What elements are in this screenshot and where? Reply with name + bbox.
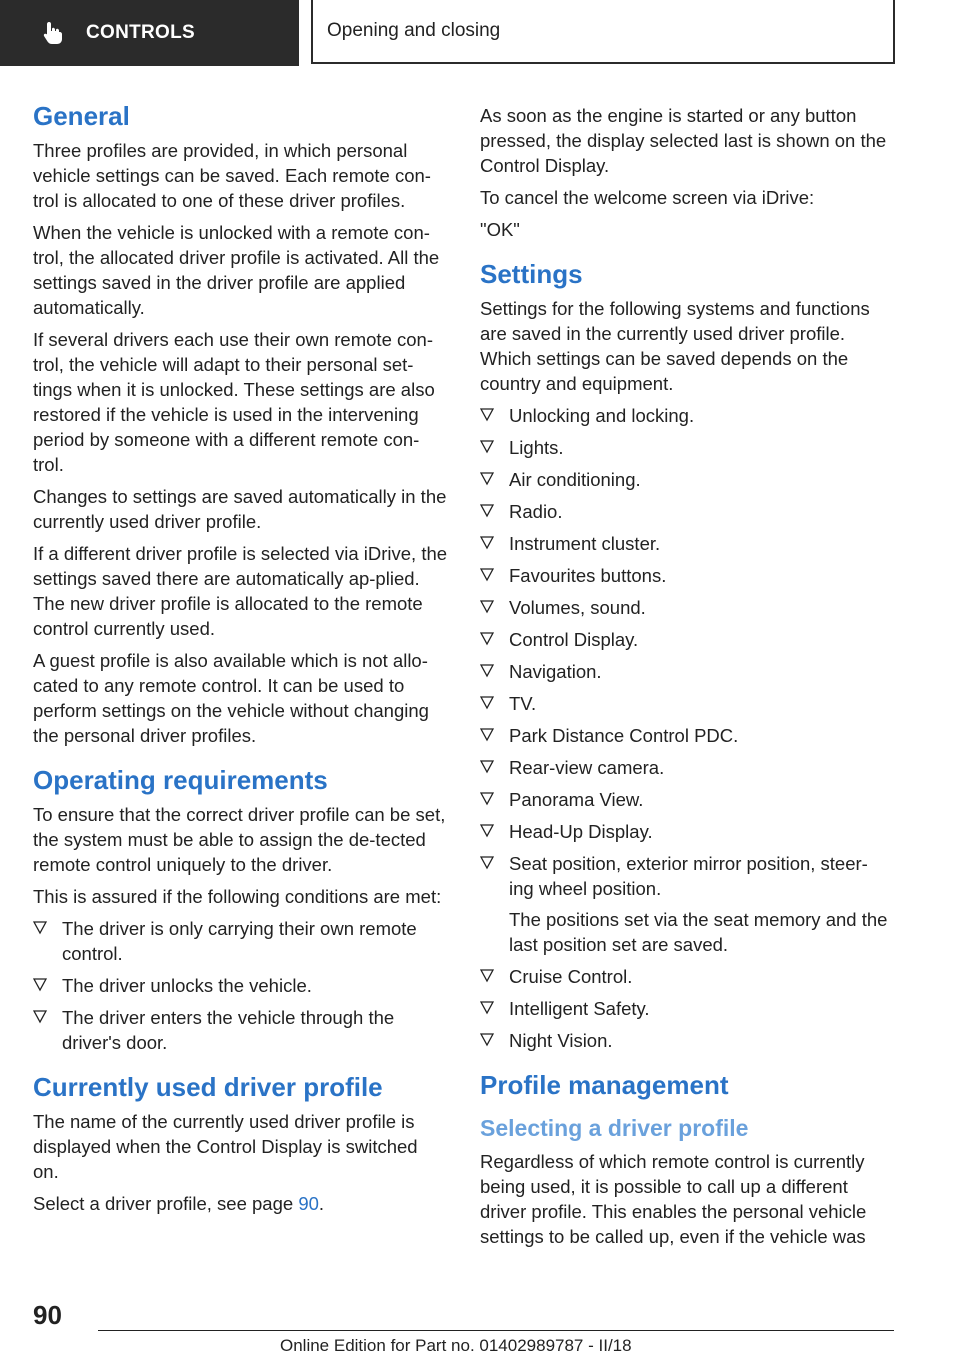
triangle-bullet-icon [480, 563, 494, 588]
settings-section [480, 258, 890, 1053]
list-item [480, 403, 890, 428]
list-item [480, 531, 890, 556]
page-number: 90 [33, 1300, 62, 1330]
general-heading: General [33, 101, 130, 131]
general-paragraph: If a different driver profile is selected via iDrive, the settings saved there are automatically ap-plied. The new driver profile is allocated to the remote control currently used. [33, 543, 448, 639]
triangle-bullet-icon [480, 996, 494, 1021]
page-link[interactable]: 90 [298, 1193, 319, 1214]
intro-section [480, 103, 890, 242]
list-item [480, 996, 890, 1021]
list-item [480, 851, 890, 957]
intro-paragraph: "OK" [480, 219, 520, 240]
left-column [33, 100, 448, 1232]
list-item [480, 659, 890, 684]
list-item [480, 563, 890, 588]
profile-management-section [480, 1069, 890, 1249]
list-item [480, 819, 890, 844]
profile-management-heading: Profile management [480, 1070, 729, 1100]
edition-text: Online Edition for Part no. 01402989787 - II/18 [280, 1336, 632, 1355]
list-item [33, 916, 448, 966]
triangle-bullet-icon [480, 435, 494, 460]
list-item-text: Lights. [509, 437, 564, 458]
triangle-bullet-icon [480, 467, 494, 492]
general-paragraph: A guest profile is also available which is not allo-cated to any remote control. It can be used to perform settings on the vehicle without changing the personal driver profiles. [33, 650, 429, 746]
list-item-text: Radio. [509, 501, 563, 522]
triangle-bullet-icon [480, 1028, 494, 1053]
hand-pointer-icon [40, 20, 66, 46]
settings-paragraph: Settings for the following systems and functions are saved in the currently used driver profile. Which settings can be saved depends on the country and equipment. [480, 298, 870, 394]
general-paragraph: Three profiles are provided, in which personal vehicle settings can be saved. Each remote con-trol is allocated to one of these driver profiles. [33, 140, 431, 211]
general-paragraph: If several drivers each use their own remote con-trol, the vehicle will adapt to their personal set-tings when it is unlocked. These settings are also restored if the vehicle is used in the intervening period by someone with a different remote con-trol. [33, 329, 435, 475]
list-item-text: Navigation. [509, 661, 602, 682]
list-item [480, 435, 890, 460]
triangle-bullet-icon [480, 964, 494, 989]
triangle-bullet-icon [480, 755, 494, 780]
list-item-text: Intelligent Safety. [509, 998, 650, 1019]
settings-bullet-list [480, 403, 890, 1053]
triangle-bullet-icon [33, 916, 47, 941]
list-item-text: Panorama View. [509, 789, 644, 810]
see-page-reference: Select a driver profile, see page 90. [33, 1193, 325, 1214]
general-section [33, 100, 448, 748]
right-column [480, 103, 890, 1265]
selecting-profile-heading: Selecting a driver profile [480, 1115, 749, 1141]
chapter-label: CONTROLS [86, 22, 196, 43]
triangle-bullet-icon [480, 499, 494, 524]
list-item [33, 1005, 448, 1055]
list-item [480, 1028, 890, 1053]
list-item-text: Volumes, sound. [509, 597, 646, 618]
triangle-bullet-icon [480, 723, 494, 748]
list-item [480, 467, 890, 492]
list-item-text: Rear-view camera. [509, 757, 665, 778]
footer-divider [98, 1330, 894, 1331]
list-item-text: Head-Up Display. [509, 821, 653, 842]
list-item-text: The driver is only carrying their own remote control. [62, 918, 417, 964]
list-item-text: Air conditioning. [509, 469, 641, 490]
list-item-text: Instrument cluster. [509, 533, 661, 554]
chapter-tab[interactable] [0, 0, 299, 66]
triangle-bullet-icon [33, 1005, 47, 1030]
list-item-text: Cruise Control. [509, 966, 633, 987]
triangle-bullet-icon [480, 691, 494, 716]
list-item-text: TV. [509, 693, 537, 714]
triangle-bullet-icon [33, 973, 47, 998]
triangle-bullet-icon [480, 627, 494, 652]
list-item-subtext: The positions set via the seat memory and the last position set are saved. [509, 909, 888, 955]
triangle-bullet-icon [480, 819, 494, 844]
list-item-text: Control Display. [509, 629, 639, 650]
operating-bullet-list [33, 916, 448, 1055]
selecting-profile-paragraph: Regardless of which remote control is currently being used, it is possible to call up a different driver profile. This enables the personal vehicle settings to be called up, even if the vehicle was [480, 1151, 867, 1247]
list-item [480, 627, 890, 652]
triangle-bullet-icon [480, 851, 494, 876]
list-item-text: Park Distance Control PDC. [509, 725, 739, 746]
list-item [480, 595, 890, 620]
current-profile-section [33, 1071, 448, 1216]
list-item [480, 755, 890, 780]
operating-section [33, 764, 448, 1055]
operating-heading: Operating requirements [33, 765, 328, 795]
list-item [480, 787, 890, 812]
intro-paragraph: To cancel the welcome screen via iDrive: [480, 187, 815, 208]
list-item [33, 973, 448, 998]
list-item [480, 723, 890, 748]
triangle-bullet-icon [480, 787, 494, 812]
page-header [0, 0, 960, 66]
current-profile-paragraph: The name of the currently used driver profile is displayed when the Control Display is switched on. [33, 1111, 418, 1182]
list-item [480, 691, 890, 716]
operating-paragraph: To ensure that the correct driver profile can be set, the system must be able to assign the de-tected remote control uniquely to the driver. [33, 804, 446, 875]
settings-heading: Settings [480, 259, 583, 289]
triangle-bullet-icon [480, 531, 494, 556]
general-paragraph: Changes to settings are saved automatically in the currently used driver profile. [33, 486, 447, 532]
list-item-text: Unlocking and locking. [509, 405, 695, 426]
intro-paragraph: As soon as the engine is started or any button pressed, the display selected last is shown on the Control Display. [480, 105, 887, 176]
triangle-bullet-icon [480, 595, 494, 620]
current-profile-heading: Currently used driver profile [33, 1072, 383, 1102]
list-item [480, 499, 890, 524]
general-paragraph: When the vehicle is unlocked with a remote con-trol, the allocated driver profile is activated. All the settings saved in the driver profile are applied automatically. [33, 222, 440, 318]
list-item-text: Favourites buttons. [509, 565, 667, 586]
list-item-text: The driver unlocks the vehicle. [62, 975, 312, 996]
list-item-text: The driver enters the vehicle through the driver's door. [62, 1007, 395, 1053]
triangle-bullet-icon [480, 403, 494, 428]
operating-paragraph: This is assured if the following conditions are met: [33, 886, 442, 907]
section-label: Opening and closing [327, 20, 501, 41]
list-item [480, 964, 890, 989]
section-tab[interactable] [311, 0, 895, 64]
list-item-text: Night Vision. [509, 1030, 613, 1051]
triangle-bullet-icon [480, 659, 494, 684]
list-item-text: Seat position, exterior mirror position, steer-ing wheel position. [509, 853, 868, 899]
